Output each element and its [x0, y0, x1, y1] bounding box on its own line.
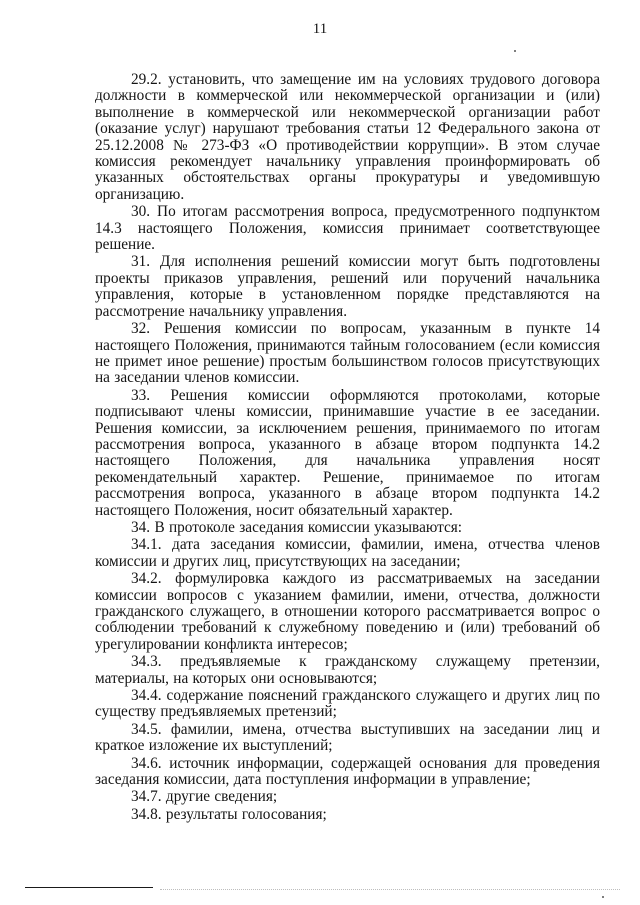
paragraph-34-4: 34.4. содержание пояснений гражданского служащего и других лиц по существу предъявляемых претензий; [95, 687, 600, 721]
paragraph-31: 31. Для исполнения решений комиссии могут быть подготовлены проекты приказов управления, решений или поручений начальника управления, которые в установленном порядке представляются на рассмотрение начальнику управления. [95, 253, 600, 320]
scan-speck [514, 50, 516, 52]
scan-speck [602, 896, 604, 898]
paragraph-34-8: 34.8. результаты голосования; [131, 805, 327, 823]
paragraph-32: 32. Решения комиссии по вопросам, указанным в пункте 14 настоящего Положения, принимаются тайным голосованием (если комиссия не примет иное решение) простым большинством голосов присутствующих на заседании членов комиссии. [95, 320, 600, 387]
paragraph-34-6: 34.6. источник информации, содержащей основания для проведения заседания комиссии, дата поступления информации в управление; [95, 754, 600, 789]
page-number: 11 [312, 21, 328, 37]
paragraph-34: 34. В протоколе заседания комиссии указываются: [131, 518, 463, 536]
paragraph-30: 30. По итогам рассмотрения вопроса, предусмотренного подпунктом 14.3 настоящего Положения, комиссия принимает соответствующее решение. [95, 203, 600, 254]
paragraph-34-3: 34.3. предъявляемые к гражданскому служащему претензии, материалы, на которых они основываются; [95, 653, 600, 687]
paragraph-34-7: 34.7. другие сведения; [131, 788, 278, 806]
paragraph-34-5: 34.5. фамилии, имена, отчества выступивших на заседании лиц и краткое изложение их выступлений; [95, 720, 600, 755]
paragraph-34-2: 34.2. формулировка каждого из рассматриваемых на заседании комиссии вопросов с указанием фамилии, имени, отчества, должности гражданского служащего, в отношении которого рассматривается вопрос о соблюдении требований к служебному поведению и (или) требований об урегулировании конфликта интересов; [95, 570, 600, 653]
document-body [95, 72, 600, 823]
paragraph-29-2: 29.2. установить, что замещение им на условиях трудового договора должности в коммерческой или некоммерческой организации и (или) выполнение в коммерческой или некоммерческой организации работ (оказание услуг) нарушают требования статьи 12 Федерального закона от 25.12.2008 № 273-ФЗ «О противодействии коррупции». В этом случае комиссия рекомендует начальнику управления проинформировать об указанных обстоятельствах органы прокуратуры и уведомившую организацию. [95, 71, 600, 203]
footnote-rule [25, 887, 153, 888]
scan-dots [160, 889, 620, 892]
paragraph-34-1: 34.1. дата заседания комиссии, фамилии, имена, отчества членов комиссии и других лиц, присутствующих на заседании; [95, 536, 600, 570]
paragraph-33: 33. Решения комиссии оформляются протоколами, которые подписывают члены комиссии, принимавшие участие в ее заседании. Решения комиссии, за исключением решения, принимаемого по итогам рассмотрения вопроса, указанного в абзаце втором подпункта 14.2 настоящего Положения, для начальника управления носят рекомендательный характер. Решение, принимаемое по итогам рассмотрения вопроса, указанного в абзаце втором подпункта 14.2 настоящего Положения, носит обязательный характер. [95, 386, 600, 519]
